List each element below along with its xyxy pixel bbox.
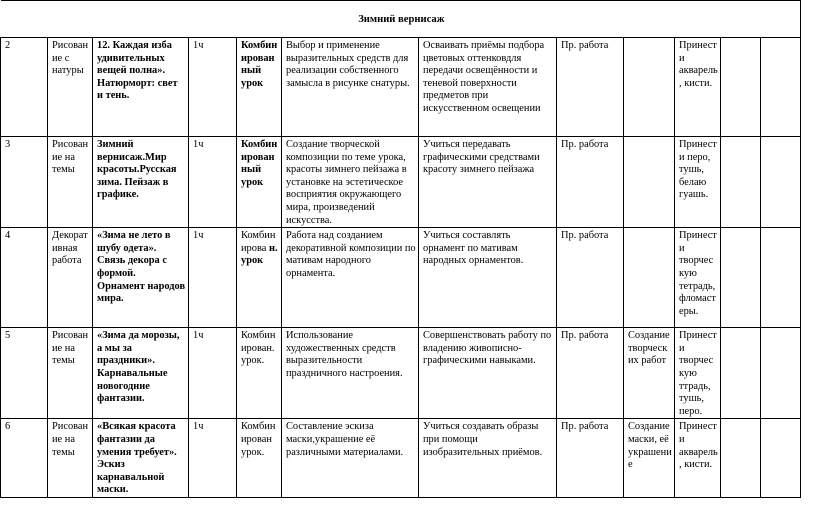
student-activity: Совершенствовать работу по владению живописно-графическими навыками. [419,328,557,419]
lesson-type: Рисование на темы [48,137,93,228]
lesson-content: Использование художественных средств выразительности праздничного настроения. [282,328,419,419]
lesson-kind-part: Комбинирова [241,230,276,254]
control-form: Пр. работа [557,38,624,137]
lesson-content: Работа над созданием декоративной композиции по мативам народного орнамента. [282,228,419,328]
lesson-content: Выбор и применение выразительных средств для реализации собственного замысла в рисунке снатуры. [282,38,419,137]
lesson-content: Создание творческой композиции по теме урока, красоты зимнего пейзажа в установке на эстетическое восприятия окружающего мира, произведений искусства. [282,137,419,228]
lesson-kind: Комбинирован. урок. [237,328,282,419]
lesson-hours: 1ч [189,137,237,228]
lesson-topic: «Зима не лето в шубу одета». Связь декора с формой. Орнамент народов мира. [93,228,189,328]
lesson-hours: 1ч [189,419,237,498]
empty-cell [721,328,761,419]
empty-cell [721,419,761,498]
lesson-number: 4 [1,228,48,328]
lesson-number: 3 [1,137,48,228]
lesson-number: 6 [1,419,48,498]
control-form: Пр. работа [557,228,624,328]
empty-cell [721,137,761,228]
extra-cell [624,137,675,228]
lesson-topic: «Зима да морозы, а мы за праздники». Карнавальные новогодние фантазии. [93,328,189,419]
empty-cell [761,38,801,137]
table-row [1,137,801,228]
table-title-row [1,1,801,38]
empty-cell [761,419,801,498]
lesson-kind: Комбинированный урок [237,137,282,228]
extra-cell: Создание маски, её украшение [624,419,675,498]
materials: Принести акварель, кисти. [675,38,721,137]
lesson-kind: Комбинирован урок. [237,419,282,498]
lesson-topic: Зимний вернисаж.Мир красоты.Русская зима. Пейзаж в графике. [93,137,189,228]
control-form: Пр. работа [557,137,624,228]
materials: Принести творческую ттрадь, тушь, перо. [675,328,721,419]
lesson-number: 5 [1,328,48,419]
table-row [1,328,801,419]
empty-cell [721,38,761,137]
lesson-kind-part-bold: н. урок [241,242,278,267]
lesson-content: Составление эскиза маски,украшение её различными материалами. [282,419,419,498]
table-row [1,38,801,137]
lesson-type: Рисование на темы [48,419,93,498]
student-activity: Учиться составлять орнамент по мативам народных орнаментов. [419,228,557,328]
extra-cell: Создание творческих работ [624,328,675,419]
lesson-topic: 12. Каждая изба удивительных вещей полна». Натюрморт: свет и тень. [93,38,189,137]
empty-cell [761,228,801,328]
lesson-kind: Комбинированный урок [237,38,282,137]
control-form: Пр. работа [557,328,624,419]
lesson-type: Рисование с натуры [48,38,93,137]
table-row [1,228,801,328]
lesson-hours: 1ч [189,328,237,419]
lesson-topic: «Всякая красота фантазии да умения требует». Эскиз карнавальной маски. [93,419,189,498]
lesson-kind [237,228,282,328]
table-row [1,419,801,498]
lesson-hours: 1ч [189,228,237,328]
lesson-type: Рисование на темы [48,328,93,419]
lesson-type: Декоративная работа [48,228,93,328]
lesson-hours: 1ч [189,38,237,137]
student-activity: Учиться передавать графическими средствами красоту зимнего пейзажа [419,137,557,228]
materials: Принести перо, тушь, белаю гуашь. [675,137,721,228]
control-form: Пр. работа [557,419,624,498]
student-activity: Учиться создавать образы при помощи изобразительных приёмов. [419,419,557,498]
extra-cell [624,228,675,328]
lesson-number: 2 [1,38,48,137]
table-title: Зимний вернисаж [1,1,801,38]
empty-cell [761,328,801,419]
empty-cell [721,228,761,328]
extra-cell [624,38,675,137]
materials: Принести творческую тетрадь, фломастеры. [675,228,721,328]
empty-cell [761,137,801,228]
student-activity: Осваивать приёмы подбора цветовых оттенковдля передачи освещённости и теневой поверхности предметов при искусственном освещении [419,38,557,137]
materials: Принести акварель, кисти. [675,419,721,498]
